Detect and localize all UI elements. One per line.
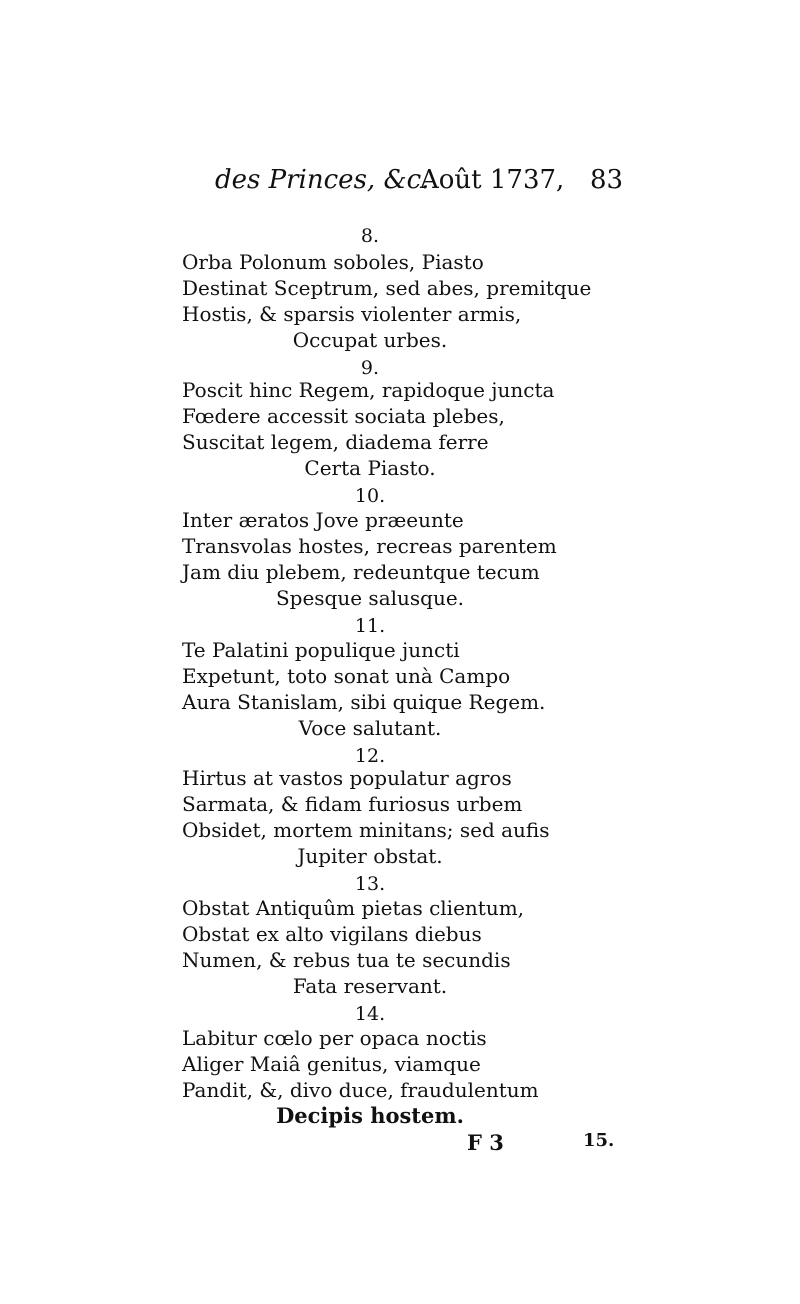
verse-line: Obstat Antiquûm pietas clientum, (182, 896, 525, 920)
adonic-line: Decipis hostem. (276, 1103, 464, 1128)
stanza-number: 8. (360, 225, 380, 247)
stanza-number: 11. (354, 615, 386, 637)
issue-date: Août 1737, (420, 165, 565, 195)
verse-line: Jam diu plebem, redeuntque tecum (182, 560, 540, 584)
verse-line: Aliger Maiâ genitus, viamque (182, 1052, 481, 1076)
verse-line: Destinat Sceptrum, sed abes, premitque (182, 276, 592, 300)
adonic-line: Voce salutant. (298, 716, 442, 740)
verse-line: Aura Stanislam, sibi quique Regem. (182, 690, 546, 714)
adonic-line: Jupiter obstat. (297, 844, 443, 868)
verse-line: Expetunt, toto sonat unà Campo (182, 664, 511, 688)
verse-line: Sarmata, & fidam furiosus urbem (182, 792, 523, 816)
adonic-line: Occupat urbes. (292, 328, 448, 352)
verse-line: Orba Polonum soboles, Piasto (182, 250, 484, 274)
verse-line: Obsidet, mortem minitans; sed aufis (182, 818, 550, 842)
verse-line: Hostis, & sparsis violenter armis, (182, 302, 522, 326)
running-title: des Princes, &c. (215, 165, 430, 195)
verse-line: Obstat ex alto vigilans diebus (182, 922, 482, 946)
adonic-line: Fata reservant. (292, 974, 448, 998)
stanza-number: 14. (354, 1003, 386, 1025)
adonic-line: Spesque salusque. (275, 586, 465, 610)
verse-line: Suscitat legem, diadema ferre (182, 430, 489, 454)
stanza-number: 10. (354, 485, 386, 507)
verse-line: Hirtus at vastos populatur agros (182, 766, 512, 790)
verse-line: Transvolas hostes, recreas parentem (182, 534, 557, 558)
verse-line: Poscit hinc Regem, rapidoque juncta (182, 378, 555, 402)
verse-line: Fœdere accessit sociata plebes, (182, 404, 505, 428)
verse-line: Te Palatini populique juncti (182, 638, 460, 662)
verse-line: Pandit, &, divo duce, fraudulentum (182, 1078, 539, 1102)
stanza-number: 13. (354, 873, 386, 895)
verse-line: Labitur cœlo per opaca noctis (182, 1026, 487, 1050)
adonic-line: Certa Piasto. (304, 456, 436, 480)
stanza-number: 9. (360, 357, 380, 379)
verse-line: Inter æratos Jove præeunte (182, 508, 464, 532)
signature-mark: F 3 (467, 1130, 504, 1155)
catchword: 15. (583, 1130, 615, 1151)
stanza-number: 12. (354, 745, 386, 767)
verse-line: Numen, & rebus tua te secundis (182, 948, 511, 972)
page-number: 83 (590, 165, 624, 195)
running-header (215, 165, 635, 205)
